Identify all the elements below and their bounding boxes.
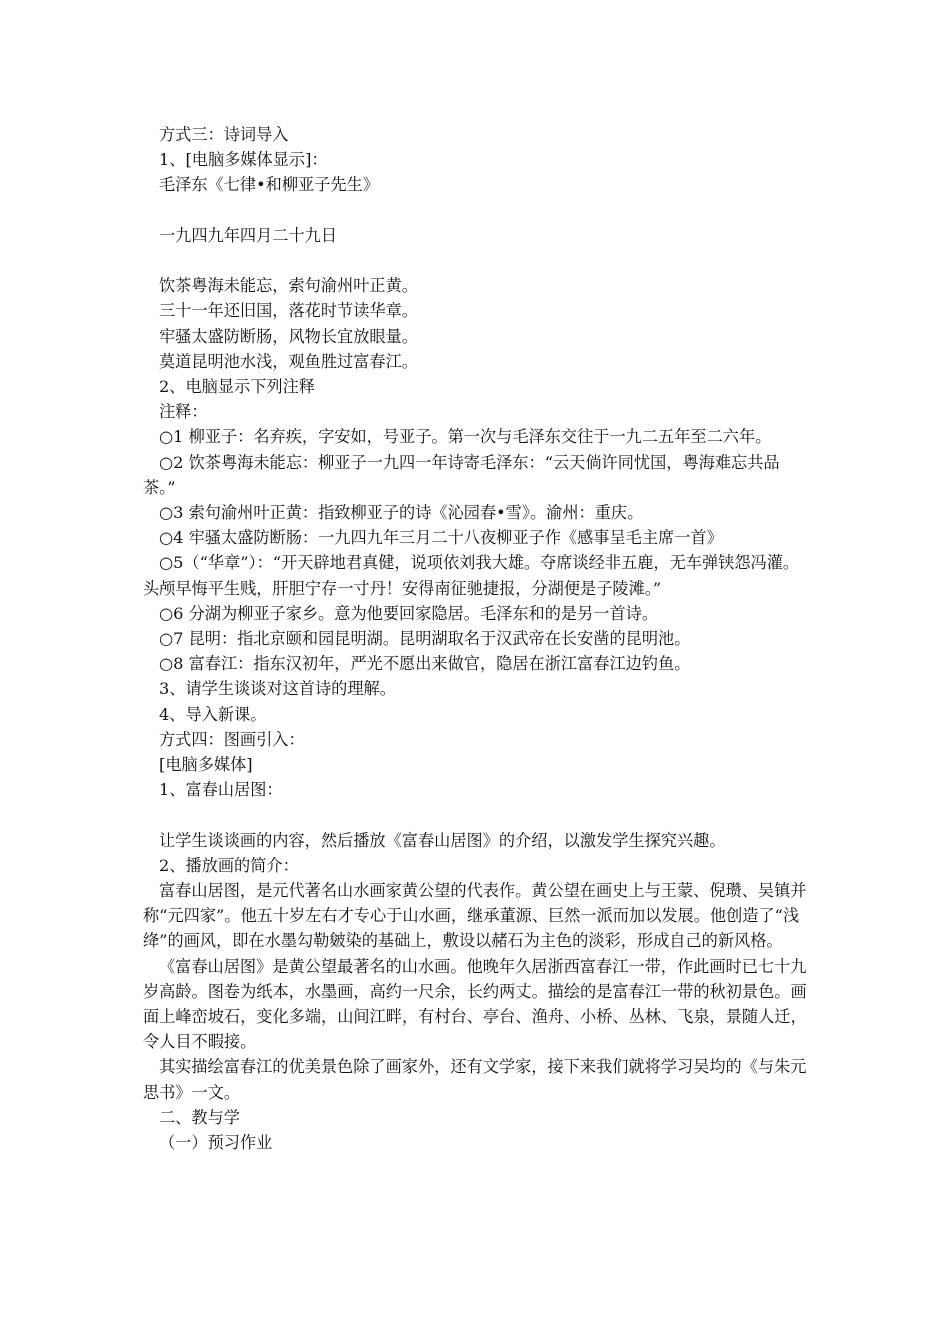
note-2: ○2 饮茶粤海未能忘：柳亚子一九四一年诗寄毛泽东：“云天倘许同忧国，粤海难忘共品茶。” (143, 452, 780, 497)
blank-line (143, 198, 809, 223)
painting-intro-paragraph-1: 富春山居图，是元代著名山水画家黄公望的代表作。黄公望在画史上与王蒙、倪瓒、吴镇并称“元四家”。他五十岁左右才专心于山水画，继承董源、巨然一派而加以发展。他创造了“浅绛”的画风，即在水墨勾勒皴染的基础上，敷设以赭石为主色的淡彩，形成自己的新风格。 (143, 881, 807, 951)
step-4: 4、导入新课。 (159, 704, 267, 724)
blank-line (143, 248, 809, 273)
note-7: ○7 昆明：指北京颐和园昆明湖。昆明湖取名于汉武帝在长安凿的昆明池。 (159, 629, 691, 649)
painting-intro-heading: 2、播放画的简介： (159, 855, 299, 875)
poem-line-3: 牢骚太盛防断肠，风物长宜放眼量。 (159, 326, 418, 346)
painting-discussion: 让学生谈谈画的内容，然后播放《富春山居图》的介绍，以激发学生探究兴趣。 (159, 830, 726, 850)
painting-title: 1、富春山居图： (159, 780, 283, 800)
method-four-heading: 方式四：图画引入： (159, 729, 305, 749)
painting-intro-paragraph-2: 《富春山居图》是黄公望最著名的山水画。他晚年久居浙西富春江一带，作此画时已七十九岁高龄。图卷为纸本，水墨画，高约一尺余，长约两丈。描绘的是富春江一带的秋初景色。画面上峰峦坡石，变化多端，山间江畔，有村台、亭台、渔舟、小桥、丛林、飞泉，景随人迁，令人目不暇接。 (143, 956, 807, 1052)
notes-display-heading: 2、电脑显示下列注释 (159, 377, 315, 396)
method-three-heading: 方式三：诗词导入 (159, 125, 289, 144)
poem-line-4: 莫道昆明池水浅，观鱼胜过富春江。 (159, 351, 418, 371)
note-5: ○5（“华章”）：“开天辟地君真健，说项依刘我大雄。夺席谈经非五鹿，无车弹铗怨冯灌。头颅早悔平生贱，肝胆宁存一寸丹！安得南征驰捷报，分湖便是子陵滩。” (143, 553, 800, 598)
note-1: ○1 柳亚子：名弃疾，字安如，号亚子。第一次与毛泽东交往于一九二五年至二六年。 (159, 427, 772, 447)
poem-title: 毛泽东《七律•和柳亚子先生》 (159, 175, 379, 195)
transition-paragraph: 其实描绘富春江的优美景色除了画家外，还有文学家，接下来我们就将学习吴均的《与朱元思书》一文。 (143, 1057, 807, 1102)
preview-homework-heading: （一）预习作业 (159, 1133, 273, 1153)
blank-line (143, 802, 809, 827)
poem-line-2: 三十一年还旧国，落花时节读华章。 (159, 301, 418, 321)
multimedia-label: [电脑多媒体] (159, 755, 253, 775)
note-4: ○4 牢骚太盛防断肠：一九四九年三月二十八夜柳亚子作《感事呈毛主席一首》 (159, 528, 723, 548)
multimedia-display-1: 1、[电脑多媒体显示]： (159, 150, 328, 170)
section-two-heading: 二、教与学 (159, 1107, 240, 1127)
note-8: ○8 富春江：指东汉初年，严光不愿出来做官，隐居在浙江富春江边钓鱼。 (159, 654, 691, 674)
document-body (143, 122, 809, 1155)
poem-line-1: 饮茶粤海未能忘，索句渝州叶正黄。 (159, 276, 418, 296)
poem-date: 一九四九年四月二十九日 (159, 225, 338, 245)
note-3: ○3 索句渝州叶正黄：指致柳亚子的诗《沁园春•雪》。渝州：重庆。 (159, 503, 644, 523)
notes-label: 注释： (159, 402, 208, 422)
step-3: 3、请学生谈谈对这首诗的理解。 (159, 679, 396, 699)
note-6: ○6 分湖为柳亚子家乡。意为他要回家隐居。毛泽东和的是另一首诗。 (159, 603, 659, 623)
